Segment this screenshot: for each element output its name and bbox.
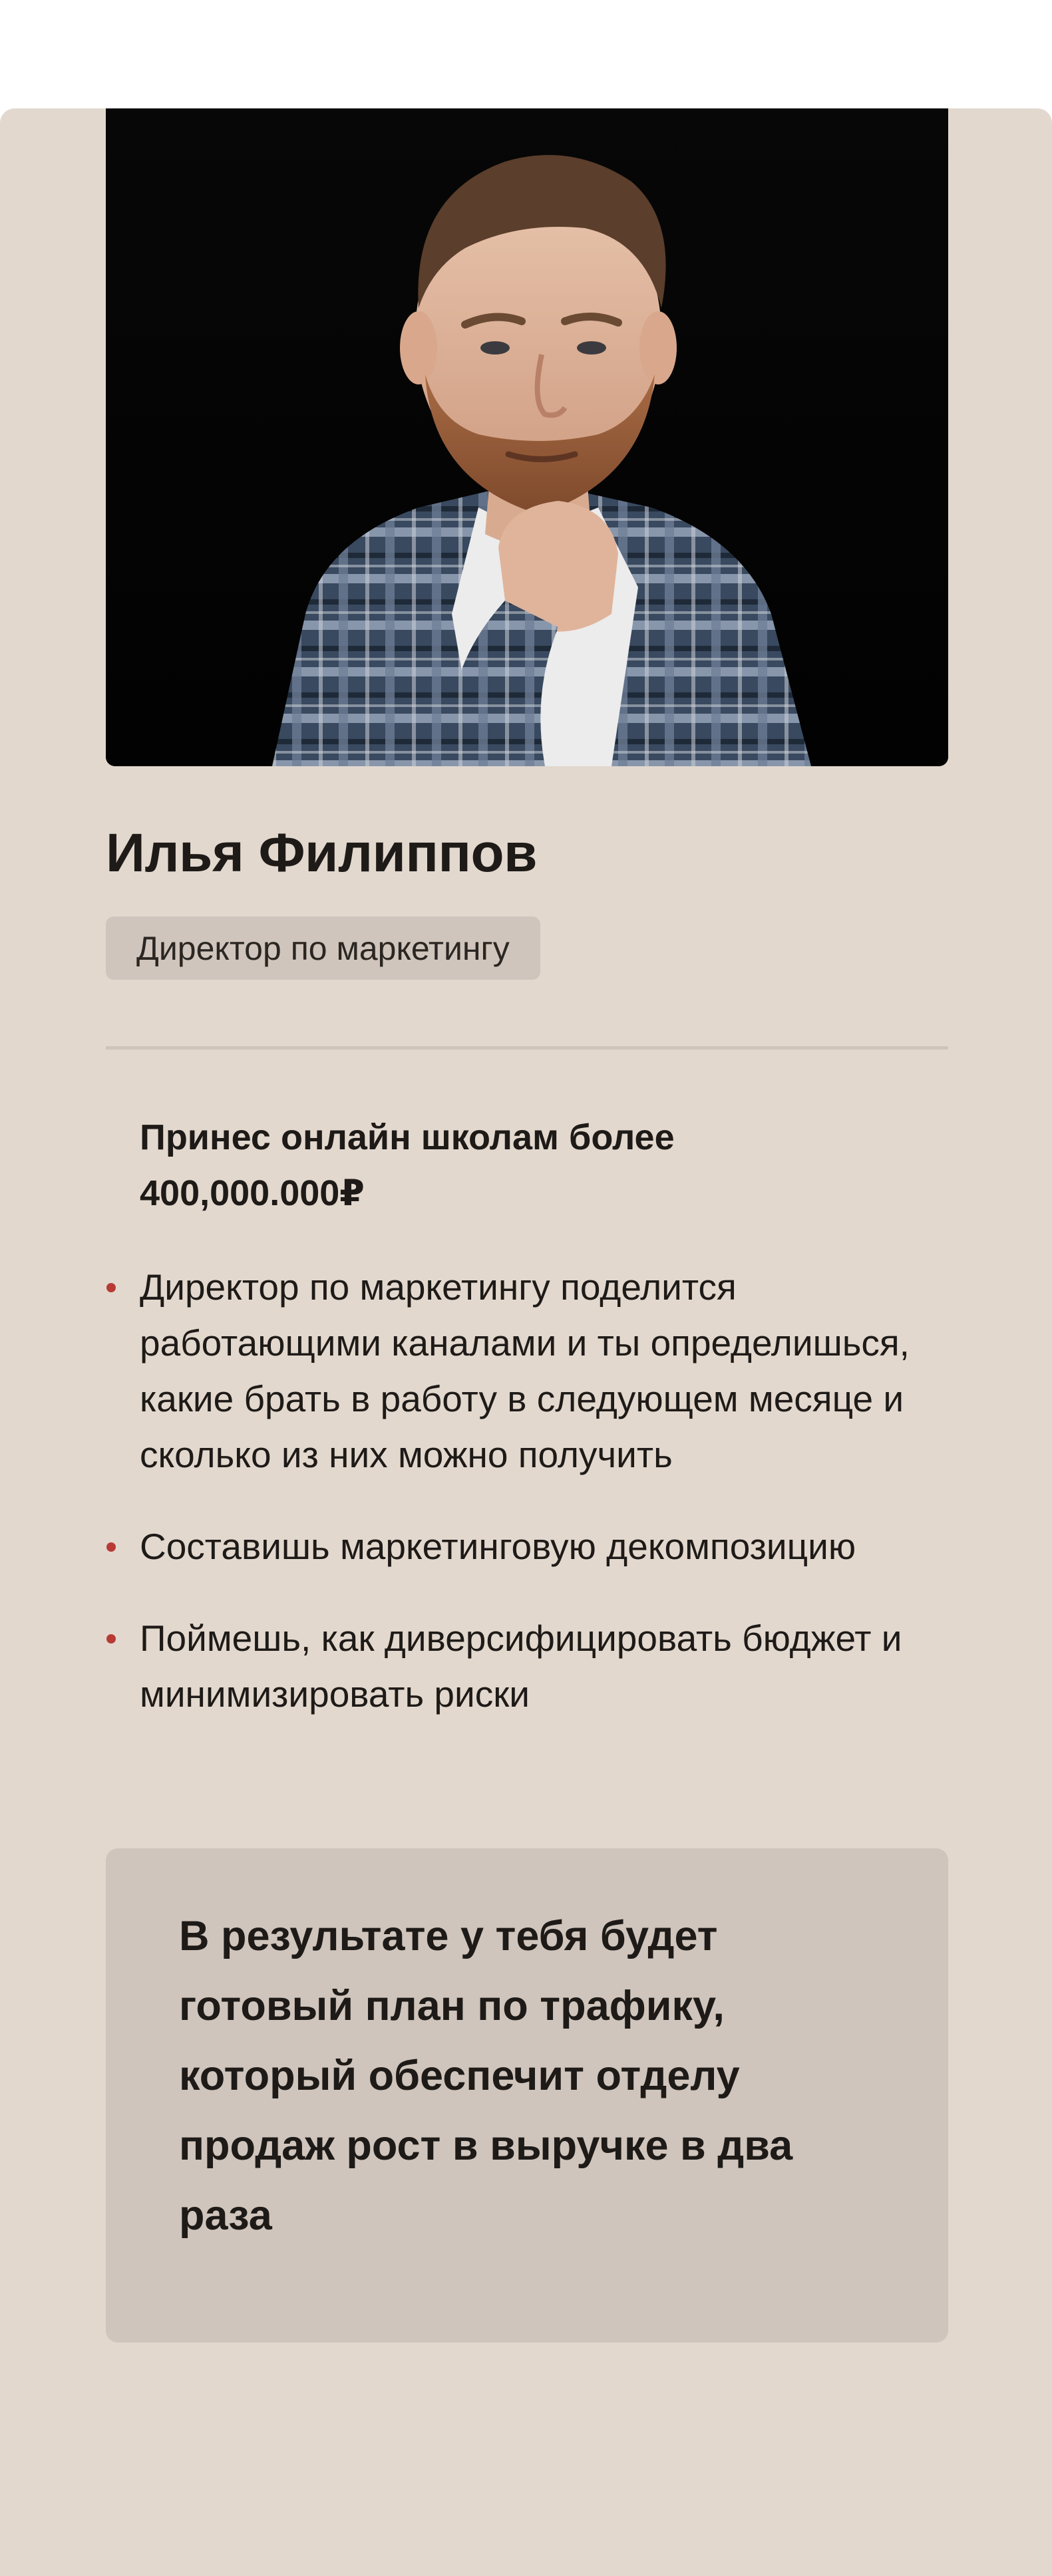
bullet-dot-icon bbox=[106, 1283, 116, 1292]
speaker-name: Илья Филиппов bbox=[106, 823, 538, 883]
benefit-text: Составишь маркетинговую декомпозицию bbox=[140, 1526, 856, 1567]
benefit-item bbox=[140, 1610, 971, 1722]
speaker-role-badge: Директор по маркетингу bbox=[106, 917, 540, 980]
speaker-card bbox=[0, 108, 1052, 2576]
speaker-photo bbox=[106, 108, 948, 766]
bullet-dot-icon bbox=[106, 1542, 116, 1552]
benefit-text: Поймешь, как диверсифицировать бюджет и минимизировать риски bbox=[140, 1618, 902, 1715]
benefits-list bbox=[140, 1259, 971, 1722]
benefit-item bbox=[140, 1259, 971, 1483]
divider bbox=[106, 1046, 948, 1050]
benefit-item bbox=[140, 1518, 971, 1574]
bullet-dot-icon bbox=[106, 1634, 116, 1644]
achievement-headline: Принес онлайн школам более 400,000.000₽ bbox=[140, 1117, 675, 1213]
benefit-text: Директор по маркетингу поделится работающими каналами и ты определишься, какие брать в работу в следующем месяце и сколько из них можно получить bbox=[140, 1266, 910, 1475]
result-callout bbox=[106, 1848, 948, 2343]
result-text: В результате у тебя будет готовый план по трафику, который обеспечит отделу продаж рост в выручке в два раза bbox=[179, 1913, 793, 2239]
